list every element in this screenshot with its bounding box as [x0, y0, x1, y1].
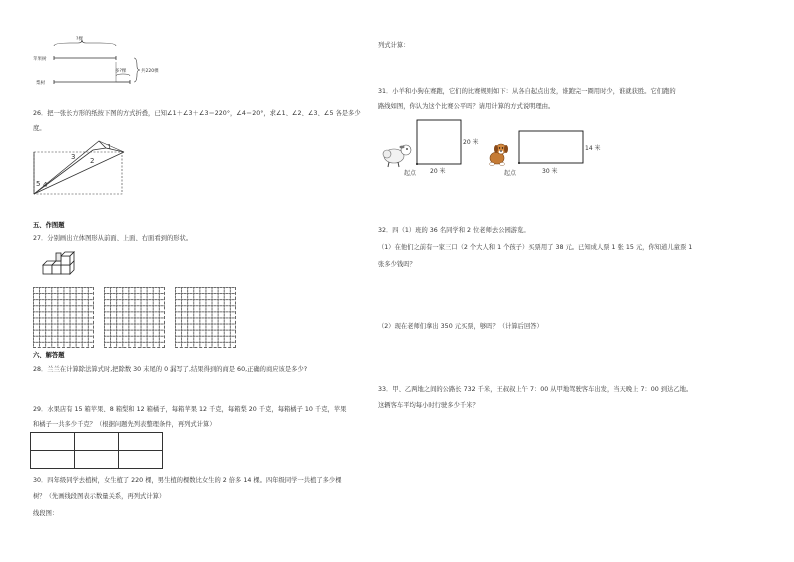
q32-text-line4: （2）现在老师们拿出 350 元买票，够吗？（计算后回答）	[378, 323, 543, 330]
sheep-icon	[383, 145, 411, 167]
q32-text-line3: 张多少钱吗？	[378, 261, 416, 268]
q29-text-line2: 和橘子一共多少千克？（根据问题先列表整理条件，再列式计算）	[33, 421, 216, 428]
q25-total-label: 共220棵	[141, 69, 159, 74]
q30-text-line2: 树？（先画线段图表示数量关系，再列式计算）	[33, 493, 166, 500]
table-cell[interactable]	[75, 451, 119, 469]
q26-angle-label-5: 5	[36, 180, 41, 188]
q27-cube-solid-figure	[42, 248, 74, 278]
section-6-heading: 六、解答题	[33, 352, 65, 359]
section-5-heading: 五、作图题	[33, 222, 65, 229]
table-cell[interactable]	[75, 433, 119, 451]
q31-rect2-bottom-label: 30 米	[542, 168, 558, 175]
q31-start-label-1: 起点	[404, 170, 417, 177]
q25-segment-diagram	[30, 36, 190, 96]
q27-drawing-grid-right[interactable]	[175, 287, 236, 348]
table-row	[31, 451, 163, 469]
q27-text: 27．分别画出立体图形从前面、上面、右面看到的形状。	[33, 235, 193, 242]
right-top-text: 列式计算：	[378, 42, 410, 49]
q26-angle-label-2: 2	[90, 157, 95, 165]
q26-angle-label-3: 3	[71, 153, 76, 161]
q30-text-line1: 30．四年级同学去植树，女生植了 220 棵，男生植的棵数比女生的 2 倍多 14 棵。四年级同学一共植了多少棵	[33, 477, 342, 484]
q32-text-line2: （1）在他们之前有一家三口（2 个大人和 1 个孩子）买票用了 38 元。已知成人票 1 张 15 元，你知道儿童票 1	[378, 244, 693, 251]
q27-drawing-grid-front[interactable]	[33, 287, 94, 348]
q26-text-line1: 26．把一张长方形的纸按下图的方式折叠，已知∠1＋∠3＋∠3＝220°，∠4＝20°，求∠1、∠2、∠3、∠5 各是多少	[33, 110, 361, 117]
table-cell[interactable]	[31, 451, 75, 469]
q33-text-line2: 这辆客车平均每小时行驶多少千米？	[378, 402, 479, 409]
q29-answer-table[interactable]	[30, 432, 163, 469]
table-cell[interactable]	[31, 433, 75, 451]
q26-angle-label-4: 4	[43, 181, 48, 189]
q32-text-line1: 32．四（1）班的 36 名同学和 2 位老师去公园游览。	[378, 227, 530, 234]
q28-text: 28．兰兰在计算除法算式时,把除数 30 末尾的 0 漏写了,结果得到的商是 60,正确的商应该是多少?	[33, 366, 308, 373]
q26-text-line2: 度。	[33, 125, 46, 132]
q26-angle-label-1: 1	[107, 143, 112, 151]
q25-row1-label: 苹果树	[33, 57, 47, 62]
q31-rect2-side-label: 14 米	[585, 145, 601, 152]
q31-rect1-side-label: 20 米	[463, 139, 479, 146]
q30-diagram-label: 线段图：	[33, 510, 59, 517]
table-cell[interactable]	[119, 433, 163, 451]
q25-diff-label: 多?棵	[115, 69, 127, 74]
dog-icon	[490, 144, 509, 166]
q31-text-line1: 31．小羊和小狗在赛跑，它们的比赛规则如下：从各自起点出发，谁跑完一圈用时少，谁就获胜。它们跑的	[378, 88, 676, 95]
q25-row2-label: 梨树	[36, 81, 45, 86]
q25-top-label: ?棵	[76, 37, 83, 42]
table-cell[interactable]	[119, 451, 163, 469]
q31-text-line2: 路线如图，你认为这个比赛公平吗？请用计算的方式说明理由。	[378, 103, 555, 110]
q26-folded-paper-figure	[33, 140, 128, 195]
q31-race-track-figure	[380, 116, 610, 178]
q29-text-line1: 29．水果店有 15 箱苹果、8 箱梨和 12 箱橘子，每箱苹果 12 千克，每箱梨 20 千克，每箱橘子 10 千克，苹果	[33, 406, 347, 413]
q31-start-label-2: 起点	[504, 170, 517, 177]
table-row	[31, 433, 163, 451]
q31-rect1-bottom-label: 20 米	[430, 168, 446, 175]
q33-text-line1: 33．甲、乙两地之间的公路长 732 千米，王叔叔上午 7：00 从甲地驾驶客车出发，当天晚上 7：00 到达乙地。	[378, 386, 693, 393]
q27-drawing-grid-top[interactable]	[104, 287, 165, 348]
